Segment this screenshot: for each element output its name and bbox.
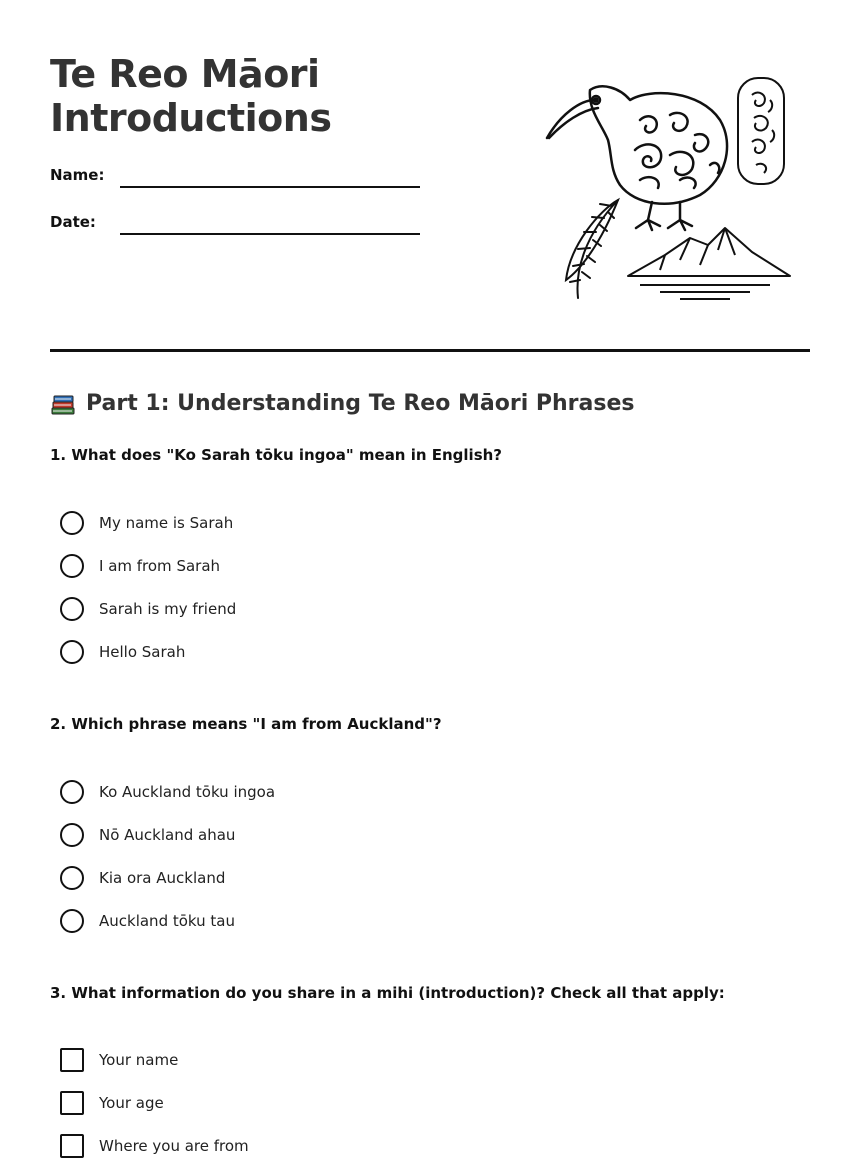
- section-1-title-text: Part 1: Understanding Te Reo Māori Phrases: [86, 391, 635, 416]
- checkbox[interactable]: [60, 1091, 84, 1115]
- question-2: 2. Which phrase means "I am from Auckland"?: [50, 715, 442, 733]
- radio-button[interactable]: [60, 823, 84, 847]
- q3-option-1[interactable]: Your name: [60, 1048, 178, 1072]
- q1-option-3[interactable]: Sarah is my friend: [60, 597, 236, 621]
- checkbox[interactable]: [60, 1134, 84, 1158]
- books-icon: [50, 391, 76, 417]
- radio-button[interactable]: [60, 780, 84, 804]
- radio-button[interactable]: [60, 640, 84, 664]
- mountain-icon: [628, 228, 790, 299]
- name-field[interactable]: [120, 186, 420, 188]
- q2-option-3[interactable]: Kia ora Auckland: [60, 866, 225, 890]
- radio-button[interactable]: [60, 866, 84, 890]
- q1-option-1[interactable]: My name is Sarah: [60, 511, 233, 535]
- q2-option-4[interactable]: Auckland tōku tau: [60, 909, 235, 933]
- radio-button[interactable]: [60, 909, 84, 933]
- name-label: Name:: [50, 166, 105, 184]
- q1-option-2[interactable]: I am from Sarah: [60, 554, 220, 578]
- radio-button[interactable]: [60, 554, 84, 578]
- section-1-title: [50, 388, 635, 420]
- pounamu-carving-icon: [738, 78, 784, 184]
- q1-option-4[interactable]: Hello Sarah: [60, 640, 185, 664]
- fern-frond-icon: [566, 200, 618, 298]
- maori-illustration: [540, 70, 800, 310]
- radio-button[interactable]: [60, 511, 84, 535]
- question-1: 1. What does "Ko Sarah tōku ingoa" mean in English?: [50, 446, 503, 464]
- q3-option-3[interactable]: Where you are from: [60, 1134, 249, 1158]
- radio-button[interactable]: [60, 597, 84, 621]
- date-label: Date:: [50, 213, 96, 231]
- worksheet-title: [50, 52, 331, 140]
- header-divider: [50, 349, 810, 352]
- kiwi-bird-icon: [547, 86, 727, 230]
- question-3: 3. What information do you share in a mihi (introduction)? Check all that apply:: [50, 984, 725, 1002]
- q2-option-1[interactable]: Ko Auckland tōku ingoa: [60, 780, 275, 804]
- title-line-2: Introductions: [50, 96, 332, 140]
- date-field[interactable]: [120, 233, 420, 235]
- title-line-1: Te Reo Māori: [50, 52, 320, 96]
- q3-option-2[interactable]: Your age: [60, 1091, 164, 1115]
- q2-option-2[interactable]: Nō Auckland ahau: [60, 823, 235, 847]
- checkbox[interactable]: [60, 1048, 84, 1072]
